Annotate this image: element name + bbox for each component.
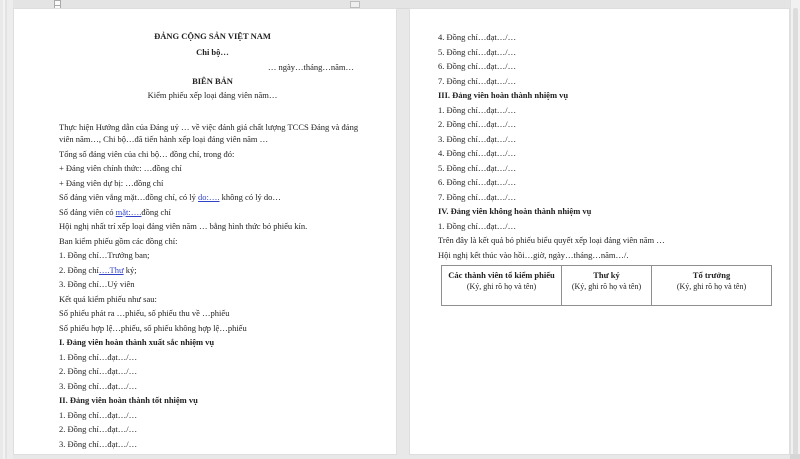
paragraph-ballots-issued: Số phiếu phát ra …phiếu, số phiếu thu về …phiếu [59,308,230,318]
date-line: … ngày…tháng…năm… [267,62,354,72]
list-item: 7. Đồng chí…đạt…/… [438,191,517,202]
paragraph-absent-members [59,191,366,203]
signature-cell-secretary [562,265,652,305]
list-item: 4. Đồng chí…đạt…/… [438,32,517,42]
inserted-text: do:…. [198,192,220,202]
doc-title: BIÊN BẢN [192,76,233,86]
list-item: 5. Đồng chí…đạt…/… [438,46,517,57]
committee-member-2 [59,264,366,276]
signature-title: Tổ trưởng [692,269,731,280]
section-1-heading: I. Đảng viên hoàn thành xuất sắc nhiệm vụ [59,337,215,347]
absent-text-cont: không có lý do… [219,192,281,202]
signature-cell-leader [652,265,772,305]
scrollbar-track[interactable] [790,0,800,459]
list-item: 2. Đồng chí…đạt…/… [59,424,138,434]
signature-title: Thư ký [593,269,620,280]
paragraph-committee: Ban kiểm phiếu gồm các đồng chí: [59,235,178,246]
inserted-text: ….Thư [98,264,124,275]
table-row [442,265,772,305]
list-item: 1. Đồng chí…đạt…/… [59,409,138,420]
document-page-2[interactable] [409,8,790,455]
present-text-cont: đồng chí [141,206,171,217]
present-text: Số đảng viên có [59,206,116,217]
doc-subtitle: Kiểm phiếu xếp loại đảng viên năm… [147,90,278,100]
list-item: 2. Đồng chí…đạt…/… [438,119,517,129]
signature-cell-committee [442,265,562,305]
list-item: 6. Đồng chí…đạt…/… [438,177,517,187]
list-item: 1. Đồng chí…đạt…/… [438,220,517,231]
scrollbar-corner [790,454,800,459]
paragraph-total-members: Tổng số đảng viên của chi bộ… đồng chí, trong đó: [59,148,235,159]
signature-note: (Ký, ghi rõ họ và tên) [571,281,642,291]
signature-table [441,265,772,306]
list-item: 3. Đồng chí…đạt…/… [438,133,517,144]
list-item: 6. Đồng chí…đạt…/… [438,61,517,71]
paragraph-result: Kết quả kiểm phiếu như sau: [59,293,157,304]
ruler-marker-icon[interactable] [350,1,360,8]
committee-2-text-cont: ký; [123,264,137,275]
list-item: 5. Đồng chí…đạt…/… [438,162,517,173]
absent-text: Số đảng viên vắng mặt…đồng chí, có lý [59,192,199,202]
signature-note: (Ký, ghi rõ họ và tên) [466,281,537,291]
signature-title: Các thành viên tổ kiểm phiếu [448,269,555,280]
section-2-heading: II. Đảng viên hoàn thành tốt nhiệm vụ [59,395,198,405]
section-3-heading: III. Đảng viên hoàn thành nhiệm vụ [438,90,569,100]
list-item: 7. Đồng chí…đạt…/… [438,75,517,86]
committee-member-1: 1. Đồng chí…Trưởng ban; [59,250,150,260]
list-item: 1. Đồng chí…đạt…/… [438,104,517,115]
org-name-heading: ĐẢNG CỘNG SẢN VIỆT NAM [154,31,271,41]
paragraph-ballots-valid: Số phiếu hợp lệ…phiếu, số phiếu không hợp lệ…phiếu [59,322,247,333]
committee-member-3: 3. Đồng chí…Uỷ viên [59,279,135,289]
window-left-edge [0,0,13,459]
committee-2-text: 2. Đồng chí [59,264,99,275]
list-item: 3. Đồng chí…đạt…/… [59,438,138,449]
paragraph-official-members: + Đảng viên chính thức: …đồng chí [59,163,182,173]
signature-note: (Ký, ghi rõ họ và tên) [676,281,747,291]
paragraph-agreement: Hội nghị nhất trí xếp loại đảng viên năm … bằng hình thức bỏ phiếu kín. [59,221,308,231]
paragraph-intro: Thực hiện Hướng dẫn của Đảng uỷ … về việc đánh giá chất lượng TCCS Đảng và đảng viên năm…, Chi bộ…đã tiến hành xếp loại đảng viên năm … [59,122,359,144]
section-4-heading: IV. Đảng viên không hoàn thành nhiệm vụ [438,206,592,216]
chapter-line: Chi bộ… [196,47,229,57]
inserted-text: mặt:…. [115,206,142,217]
list-item: 1. Đồng chí…đạt…/… [59,351,138,362]
paragraph-present-members [59,206,366,218]
list-item: 3. Đồng chí…đạt…/… [59,380,138,391]
document-page-1[interactable] [13,8,397,455]
list-item: 4. Đồng chí…đạt…/… [438,148,517,158]
scrollbar-thumb[interactable] [793,8,798,455]
paragraph-closing: Hội nghị kết thúc vào hồi…giờ, ngày…tháng…năm…/. [438,249,629,260]
paragraph-probation-members: + Đảng viên dự bị: …đồng chí [59,177,164,188]
paragraph-summary: Trên đây là kết quả bỏ phiếu biểu quyết xếp loại đảng viên năm … [438,235,665,245]
list-item: 2. Đồng chí…đạt…/… [59,366,138,376]
